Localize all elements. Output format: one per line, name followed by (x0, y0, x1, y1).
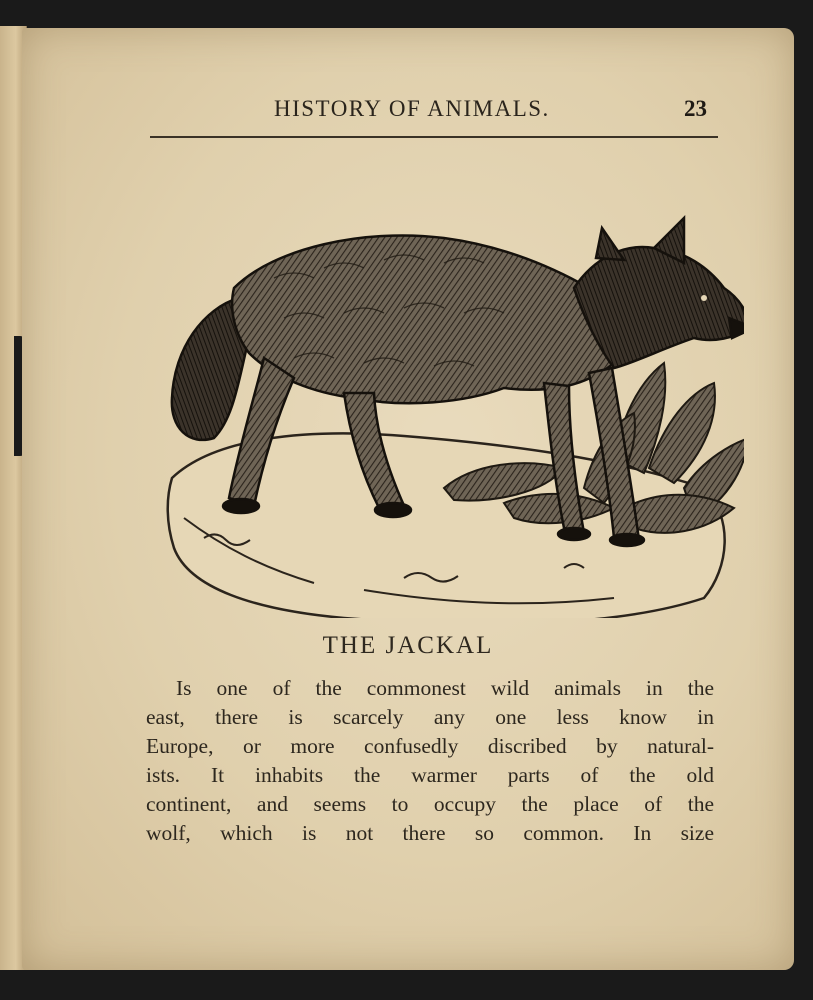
text-line: east, there is scarcely any one less know in (146, 705, 714, 729)
page-number: 23 (684, 96, 707, 121)
eye-icon (701, 295, 707, 301)
text-line: wolf, which is not there so common. In size (146, 821, 714, 845)
jackal-illustration-icon (144, 188, 744, 618)
header-rule (150, 136, 718, 138)
running-head: HISTORY OF ANIMALS. (274, 96, 550, 121)
text-line: Is one of the commonest wild animals in the (176, 676, 714, 700)
jackal-engraving (144, 188, 744, 618)
text-line: Europe, or more confusedly discribed by natural- (146, 734, 714, 758)
text-line: continent, and seems to occupy the place of the (146, 792, 714, 816)
text-line: ists. It inhabits the warmer parts of the old (146, 763, 714, 787)
section-title: THE JACKAL (322, 632, 494, 659)
book-page (22, 28, 794, 970)
body-text (146, 674, 714, 848)
